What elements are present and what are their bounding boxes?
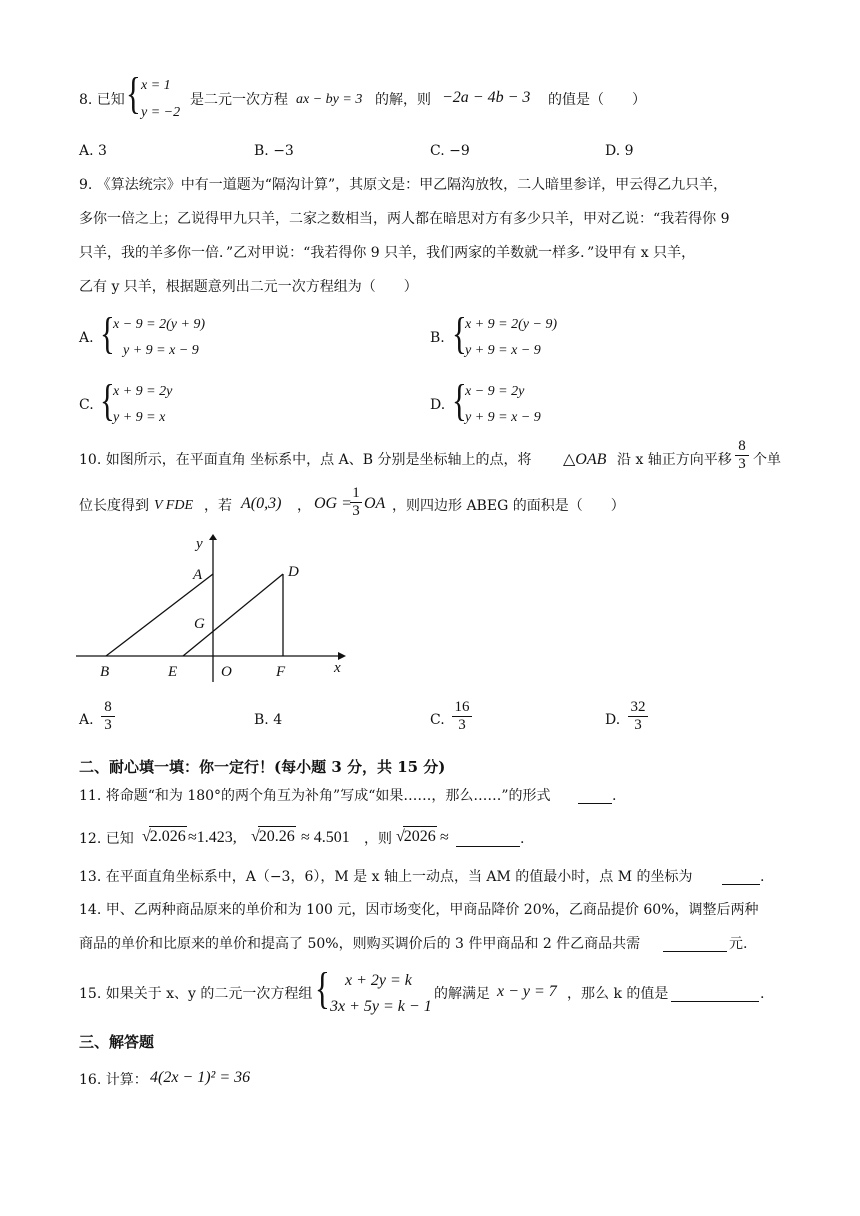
q12-end: . xyxy=(520,831,525,847)
q12-approx: ≈ xyxy=(440,829,449,846)
label-a: A xyxy=(193,567,203,583)
segment-ab xyxy=(106,574,213,656)
q10-option-d-label: D. xyxy=(605,712,621,728)
q15-mid: 的解满足 xyxy=(434,986,490,1002)
q16-expression: 4(2x − 1)² = 36 xyxy=(150,1069,251,1086)
q10-shift-fraction xyxy=(735,438,749,473)
q9-option-d-top: x − 9 = 2y xyxy=(465,384,525,399)
q10-triangle-oab: △OAB xyxy=(563,451,607,468)
q15-brace: { xyxy=(315,964,330,1013)
q8-system-top: x = 1 xyxy=(141,78,171,93)
q14-end: 元. xyxy=(729,936,748,952)
q9-option-d-label: D. xyxy=(430,397,446,413)
q10-line1-a: 10. 如图所示，在平面直角 坐标系中，点 A、B 分别是坐标轴上的点，将 xyxy=(79,452,532,468)
q10-line1-c: 个单 xyxy=(753,452,781,468)
q9-option-a-top: x − 9 = 2(y + 9) xyxy=(113,317,206,332)
q10-line2-a: 位长度得到 xyxy=(79,498,149,514)
q12-radicand-1: 2.026 xyxy=(149,828,186,845)
q8-text-end: 的值是（ ） xyxy=(548,92,646,108)
y-axis-arrow-icon xyxy=(209,534,217,540)
q11-end: . xyxy=(612,788,617,804)
q10-line2-c: ，则四边形 ABEG 的面积是（ ） xyxy=(392,498,625,514)
q9-line-3: 只羊，我的羊多你一倍．”乙对甲说：“我若得你 9 只羊，我们两家的羊数就一样多．”设甲有 x 只羊， xyxy=(79,245,696,261)
q8-option-a: A. 3 xyxy=(79,143,107,159)
q12-radicand-2: 20.26 xyxy=(258,828,295,845)
q10-og-label: OG = xyxy=(314,495,352,512)
q9-option-c-label: C. xyxy=(79,397,94,413)
q10-oa-label: OA xyxy=(364,495,386,512)
q10-option-c-denominator: 3 xyxy=(458,717,466,733)
q10-option-b: B. 4 xyxy=(254,712,283,728)
q8-system-bottom: y = −2 xyxy=(141,105,181,120)
q9-option-a-brace: { xyxy=(100,309,115,358)
q9-option-c-top: x + 9 = 2y xyxy=(113,384,173,399)
q9-option-c-bottom: y + 9 = x xyxy=(113,410,166,425)
q9-option-b-label: B. xyxy=(430,330,445,346)
label-e: E xyxy=(168,664,178,680)
q12-root-1: √2.026 xyxy=(142,828,186,845)
q13-end: . xyxy=(760,869,765,885)
q10-shift-numerator: 8 xyxy=(738,438,746,454)
label-g: G xyxy=(194,616,205,632)
q9-option-b-brace: { xyxy=(452,309,467,358)
q10-option-c-label: C. xyxy=(430,712,445,728)
q9-line-1: 9. 《算法统宗》中有一道题为“隔沟计算”，其原文是：甲乙隔沟放牧，二人暗里参详，甲云得乙九只羊， xyxy=(79,177,728,193)
q12-radicand-3: 2026 xyxy=(403,828,436,845)
q8-option-d: D. 9 xyxy=(605,143,634,159)
q13-text: 13. 在平面直角坐标系中，A（−3，6），M 是 x 轴上一动点，当 AM 的值最小时，点 M 的坐标为 xyxy=(79,869,693,885)
q9-option-d-brace: { xyxy=(452,376,467,425)
q14-answer-blank[interactable] xyxy=(663,934,727,952)
q10-option-d-denominator: 3 xyxy=(634,717,642,733)
q10-og-fraction xyxy=(350,485,362,520)
q12-value-2: ≈ 4.501 xyxy=(301,829,350,846)
q15-mid2: ，那么 k 的值是 xyxy=(567,986,669,1002)
q10-point-a: A(0,3) xyxy=(241,495,282,512)
q12-root-2: √20.26 xyxy=(251,828,295,845)
q15-system-bottom: 3x + 5y = k − 1 xyxy=(330,998,432,1015)
q8-text-mid: 是二元一次方程 xyxy=(190,92,288,108)
q10-option-d-fraction xyxy=(628,699,648,734)
q15-end: . xyxy=(760,986,765,1002)
q15-prefix: 15. 如果关于 x、y 的二元一次方程组 xyxy=(79,986,313,1002)
q9-option-b-top: x + 9 = 2(y − 9) xyxy=(465,317,558,332)
q10-option-a-numerator: 8 xyxy=(104,699,112,715)
q10-option-d-numerator: 32 xyxy=(630,699,646,715)
q14-line-1: 14. 甲、乙两种商品原来的单价和为 100 元，因市场变化，甲商品降价 20%，乙商品提价 60%，调整后两种 xyxy=(79,902,759,918)
q9-line-4: 乙有 y 只羊，根据题意列出二元一次方程组为（ ） xyxy=(79,279,418,295)
q10-triangle-fde: V FDE xyxy=(154,498,194,513)
q9-option-c-brace: { xyxy=(100,376,115,425)
q11-text: 11. 将命题“和为 180°的两个角互为补角”写成“如果……，那么……”的形式 xyxy=(79,788,551,804)
q8-expression: −2a − 4b − 3 xyxy=(442,89,531,106)
q12-root-3: √2026 xyxy=(396,828,436,845)
q15-system-top: x + 2y = k xyxy=(345,972,412,989)
q15-condition: x − y = 7 xyxy=(497,983,557,1000)
q15-answer-blank[interactable] xyxy=(671,984,759,1002)
q14-line-2: 商品的单价和比原来的单价和提高了 50%，则购买调价后的 3 件甲商品和 2 件乙商品共需 xyxy=(79,936,641,952)
q9-option-a-bottom: y + 9 = x − 9 xyxy=(123,343,199,358)
q16-prefix: 16. 计算： xyxy=(79,1072,148,1088)
q8-option-b: B. −3 xyxy=(254,143,294,159)
q9-line-2: 多你一倍之上；乙说得甲九只羊，二家之数相当，两人都在暗思对方有多少只羊，甲对乙说：“我若得你 9 xyxy=(79,211,730,227)
q10-option-a-fraction xyxy=(101,699,115,734)
q12-prefix: 12. 已知 xyxy=(79,831,134,847)
q8-equation: ax − by = 3 xyxy=(296,92,363,107)
q11-answer-blank[interactable] xyxy=(578,786,612,804)
x-axis-arrow-icon xyxy=(338,652,346,660)
label-x: x xyxy=(334,660,341,676)
q8-brace: { xyxy=(126,69,141,118)
q10-og-numerator: 1 xyxy=(352,485,360,501)
q10-line2-b: ，若 xyxy=(204,498,232,514)
q9-option-a-label: A. xyxy=(79,330,94,346)
q12-mid: ，则 xyxy=(364,831,392,847)
label-y: y xyxy=(196,536,203,552)
label-d: D xyxy=(288,564,299,580)
q13-answer-blank[interactable] xyxy=(722,867,760,885)
section-3-heading: 三、解答题 xyxy=(79,1033,155,1051)
q10-og-denominator: 3 xyxy=(352,503,360,519)
q10-option-c-fraction xyxy=(452,699,472,734)
label-o: O xyxy=(221,664,232,680)
label-b: B xyxy=(100,664,110,680)
q8-option-c: C. −9 xyxy=(430,143,470,159)
q12-value-1: ≈1.423, xyxy=(188,829,237,846)
q9-option-b-bottom: y + 9 = x − 9 xyxy=(465,343,541,358)
q10-option-c-numerator: 16 xyxy=(454,699,470,715)
q8-text-mid2: 的解，则 xyxy=(375,92,431,108)
q10-line1-b: 沿 x 轴正方向平移 xyxy=(617,452,732,468)
q10-shift-denominator: 3 xyxy=(738,456,746,472)
section-2-heading: 二、耐心填一填：你一定行！(每小题 3 分，共 15 分) xyxy=(79,758,446,776)
q8-number: 8. 已知 xyxy=(79,92,125,108)
label-f: F xyxy=(276,664,286,680)
q9-option-d-bottom: y + 9 = x − 9 xyxy=(465,410,541,425)
q10-option-a-denominator: 3 xyxy=(104,717,112,733)
q12-answer-blank[interactable] xyxy=(456,829,520,847)
q10-option-a-label: A. xyxy=(79,712,94,728)
q10-coordinate-figure xyxy=(76,534,346,684)
